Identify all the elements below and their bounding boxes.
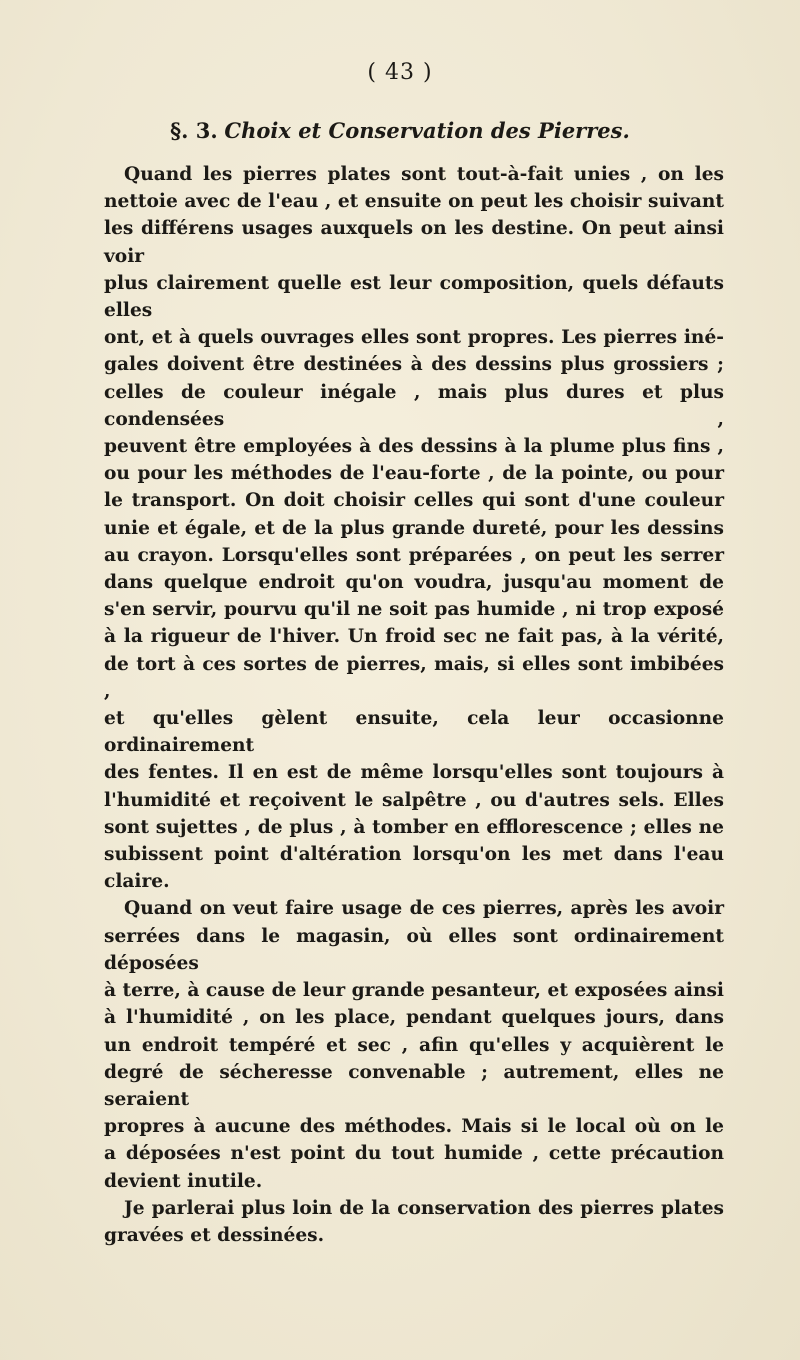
section-title: Choix et Conservation des Pierres.: [224, 118, 630, 143]
text-line: à l'humidité , on les place, pendant quelques jours, dans: [104, 1007, 724, 1029]
section-number: §. 3.: [170, 118, 218, 143]
text-line: des fentes. Il en est de même lorsqu'elles sont toujours à: [104, 762, 724, 784]
text-line: s'en servir, pourvu qu'il ne soit pas humide , ni trop exposé: [104, 599, 724, 621]
text-line: subissent point d'altération lorsqu'on les met dans l'eau claire.: [104, 844, 724, 893]
text-line: au crayon. Lorsqu'elles sont préparées , on peut les serrer: [104, 544, 724, 566]
text-line: celles de couleur inégale , mais plus dures et plus condensées ,: [104, 381, 724, 430]
text-line: à la rigueur de l'hiver. Un froid sec ne fait pas, à la vérité,: [104, 626, 724, 648]
text-line: dans quelque endroit qu'on voudra, jusqu'au moment de: [104, 572, 724, 594]
text-line: peuvent être employées à des dessins à la plume plus fins ,: [104, 436, 724, 458]
text-line: gravées et dessinées.: [104, 1224, 325, 1246]
text-line: unie et égale, et de la plus grande dureté, pour les dessins: [104, 517, 724, 539]
body-text: [104, 161, 724, 1249]
text-line: Je parlerai plus loin de la conservation des pierres plates: [124, 1197, 724, 1219]
text-line: ou pour les méthodes de l'eau-forte , de la pointe, ou pour: [104, 463, 724, 485]
text-line: propres à aucune des méthodes. Mais si le local où on le: [104, 1116, 724, 1138]
text-line: nettoie avec de l'eau , et ensuite on peut les choisir suivant: [104, 191, 724, 213]
text-line: serrées dans le magasin, où elles sont ordinairement déposées: [104, 925, 724, 974]
text-line: un endroit tempéré et sec , afin qu'elles y acquièrent le: [104, 1034, 724, 1056]
text-line: sont sujettes , de plus , à tomber en efflorescence ; elles ne: [104, 816, 724, 838]
text-line: Quand les pierres plates sont tout-à-fait unies , on les: [124, 164, 724, 185]
text-line: gales doivent être destinées à des dessins plus grossiers ;: [104, 354, 724, 376]
text-line: de tort à ces sortes de pierres, mais, si elles sont imbibées ,: [104, 653, 724, 702]
text-line: les différens usages auxquels on les destine. On peut ainsi voir: [104, 218, 724, 267]
text-line: le transport. On doit choisir celles qui sont d'une couleur: [104, 490, 724, 512]
text-line: degré de sécheresse convenable ; autrement, elles ne seraient: [104, 1061, 724, 1110]
section-heading: [0, 118, 800, 143]
text-line: plus clairement quelle est leur composition, quels défauts elles: [104, 272, 724, 322]
text-line: ont, et à quels ouvrages elles sont propres. Les pierres iné-: [104, 327, 724, 349]
text-line: a déposées n'est point du tout humide , cette précaution: [104, 1143, 724, 1165]
text-line: devient inutile.: [104, 1170, 263, 1192]
text-line: et qu'elles gèlent ensuite, cela leur occasionne ordinairement: [104, 708, 724, 757]
page-number: ( 43 ): [367, 60, 433, 85]
text-line: à terre, à cause de leur grande pesanteur, et exposées ainsi: [104, 980, 724, 1002]
text-line: Quand on veut faire usage de ces pierres, après les avoir: [124, 898, 724, 920]
text-line: l'humidité et reçoivent le salpêtre , ou d'autres sels. Elles: [104, 789, 724, 811]
